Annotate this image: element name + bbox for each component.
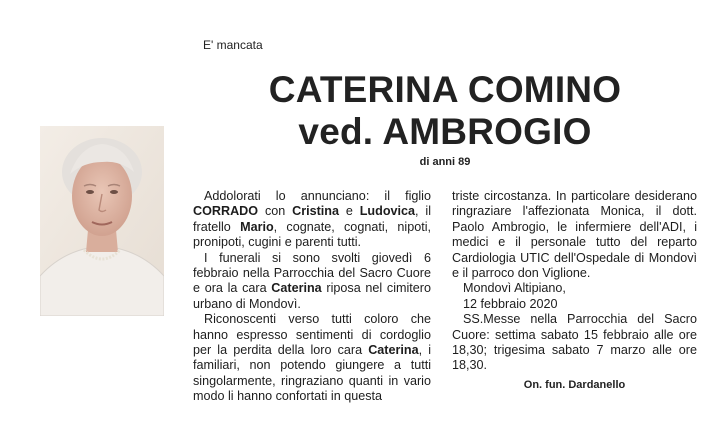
intro-text: E' mancata [203, 38, 263, 52]
deceased-married-name: ved. AMBROGIO [298, 111, 592, 152]
funeral-home-signature: On. fun. Dardanello [523, 379, 626, 391]
obituary-left-column [193, 189, 431, 405]
portrait-photo [40, 126, 164, 316]
funeral-paragraph: I funerali si sono svolti giovedì 6 febbraio nella Parrocchia del Sacro Cuore e ora la cara Caterina riposa nel cimitero urbano di Mondovì. [193, 250, 431, 311]
place-line: Mondovì Altipiano, [463, 281, 566, 296]
deceased-name: CATERINA COMINO [268, 69, 622, 110]
date-line: 12 febbraio 2020 [463, 296, 558, 311]
obituary-right-column [452, 189, 697, 374]
portrait-image [40, 126, 164, 316]
thanks-paragraph: Riconoscenti verso tutti coloro che hanno espresso sentimenti di cordoglio per la perdita della loro cara Caterina, i familiari, non potendo giungere a tutti singolarmente, ringraziano quanti in vario modo li hanno confortati in questa [193, 312, 431, 404]
announcement-paragraph: Addolorati lo annunciano: il figlio CORRADO con Cristina e Ludovica, il fratello Mario, cognate, cognati, nipoti, pronipoti, cugini e parenti tutti. [193, 189, 431, 250]
age-text: di anni 89 [419, 156, 471, 168]
masses-paragraph: SS.Messe nella Parrocchia del Sacro Cuore: settima sabato 15 febbraio alle ore 18,30; trigesima sabato 7 marzo alle ore 18,30. [452, 312, 697, 373]
thanks-continued-paragraph: triste circostanza. In particolare desiderano ringraziare l'affezionata Monica, il dott. Paolo Ambrogio, le infermiere dell'ADI, i medici e il personale tutto del reparto Cardiologia UTIC dell'Ospedale di Mondovì e il parroco don Viglione. [452, 189, 697, 281]
